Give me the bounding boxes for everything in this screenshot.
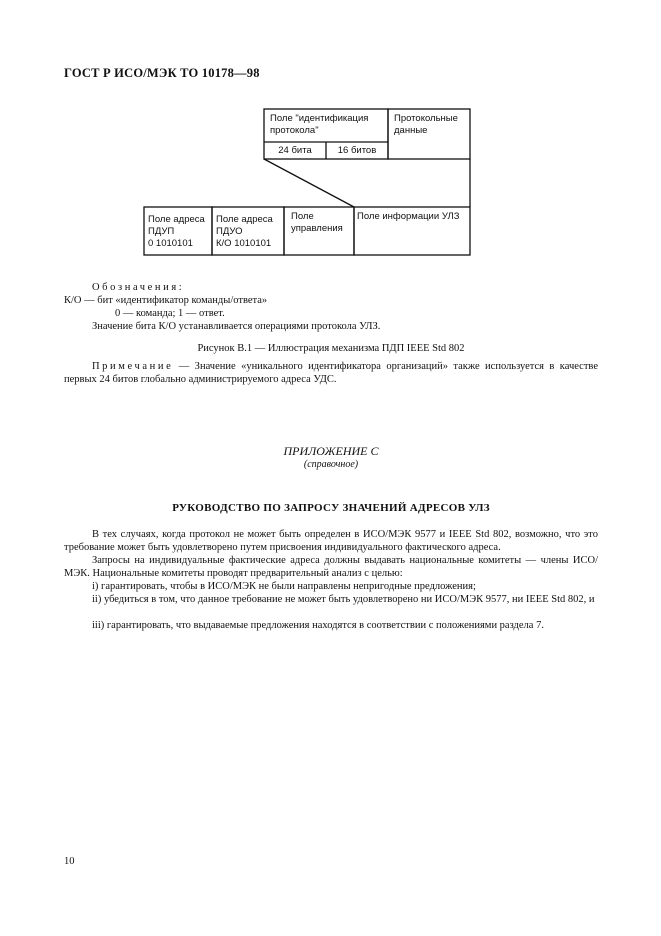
legend-heading: Обозначения: <box>92 282 185 293</box>
ssap-line2: ПДУО <box>216 226 243 237</box>
legend-line2: 0 — команда; 1 — ответ. <box>115 308 225 319</box>
info-label: Поле информации УЛЗ <box>357 211 460 222</box>
appendix-title: ПРИЛОЖЕНИЕ С <box>283 444 379 458</box>
ssap-line3: К/О 1010101 <box>216 238 272 249</box>
dsap-line3: 0 1010101 <box>148 238 193 249</box>
protocol-id-label: Поле "идентификация протокола" <box>270 113 369 136</box>
figure-caption: Рисунок В.1 — Иллюстрация механизма ПДП IEEE Std 802 <box>197 343 465 354</box>
legend-line1: К/О — бит «идентификатор команды/ответа» <box>64 295 268 306</box>
section-title: РУКОВОДСТВО ПО ЗАПРОСУ ЗНАЧЕНИЙ АДРЕСОВ УЛЗ <box>172 502 490 514</box>
ssap-line1: Поле адреса <box>216 214 273 225</box>
dsap-line1: Поле адреса <box>148 214 205 225</box>
dsap-label <box>148 214 212 250</box>
paragraph-2: Запросы на индивидуальные фактические адреса должны выдавать национальные комитеты — члены ИСО/МЭК. Национальные комитеты проводят предварительный анализ с целью: <box>64 555 598 579</box>
page-number: 10 <box>64 856 75 867</box>
list-item-1: i) гарантировать, чтобы в ИСО/МЭК не были направлены непригодные предложения; <box>92 581 476 592</box>
expansion-line-left <box>264 159 354 207</box>
protocol-data-label: Протокольные данные <box>394 113 458 136</box>
note-text: — Значение «уникального идентификатора организаций» также используется в качестве первых 24 битов глобально администрируемого адреса УДС. <box>64 361 598 385</box>
dsap-line2: ПДУП <box>148 226 175 237</box>
control-label: Поле управления <box>291 211 343 234</box>
list-item-2: ii) убедиться в том, что данное требование не может быть удовлетворено ни ИСО/МЭК 9577, ни IEEE Std 802, и <box>92 594 595 605</box>
note <box>64 360 598 386</box>
bits-24-label: 24 бита <box>278 145 312 156</box>
note-label: Примечание <box>92 361 174 372</box>
paragraph-1: В тех случаях, когда протокол не может быть определен в ИСО/МЭК 9577 и IEEE Std 802, возможно, что это требование может быть удовлетворено путем присвоения индивидуального фактического адреса. <box>64 529 598 553</box>
list-item-3: iii) гарантировать, что выдаваемые предложения находятся в соответствии с положениями раздела 7. <box>92 620 544 631</box>
legend-line3: Значение бита К/О устанавливается операциями протокола УЛЗ. <box>92 321 381 332</box>
bits-16-label: 16 битов <box>337 145 377 156</box>
ssap-label <box>216 214 284 250</box>
appendix-subtitle: (справочное) <box>303 459 359 470</box>
document-header: ГОСТ Р ИСО/МЭК ТО 10178—98 <box>64 66 260 80</box>
